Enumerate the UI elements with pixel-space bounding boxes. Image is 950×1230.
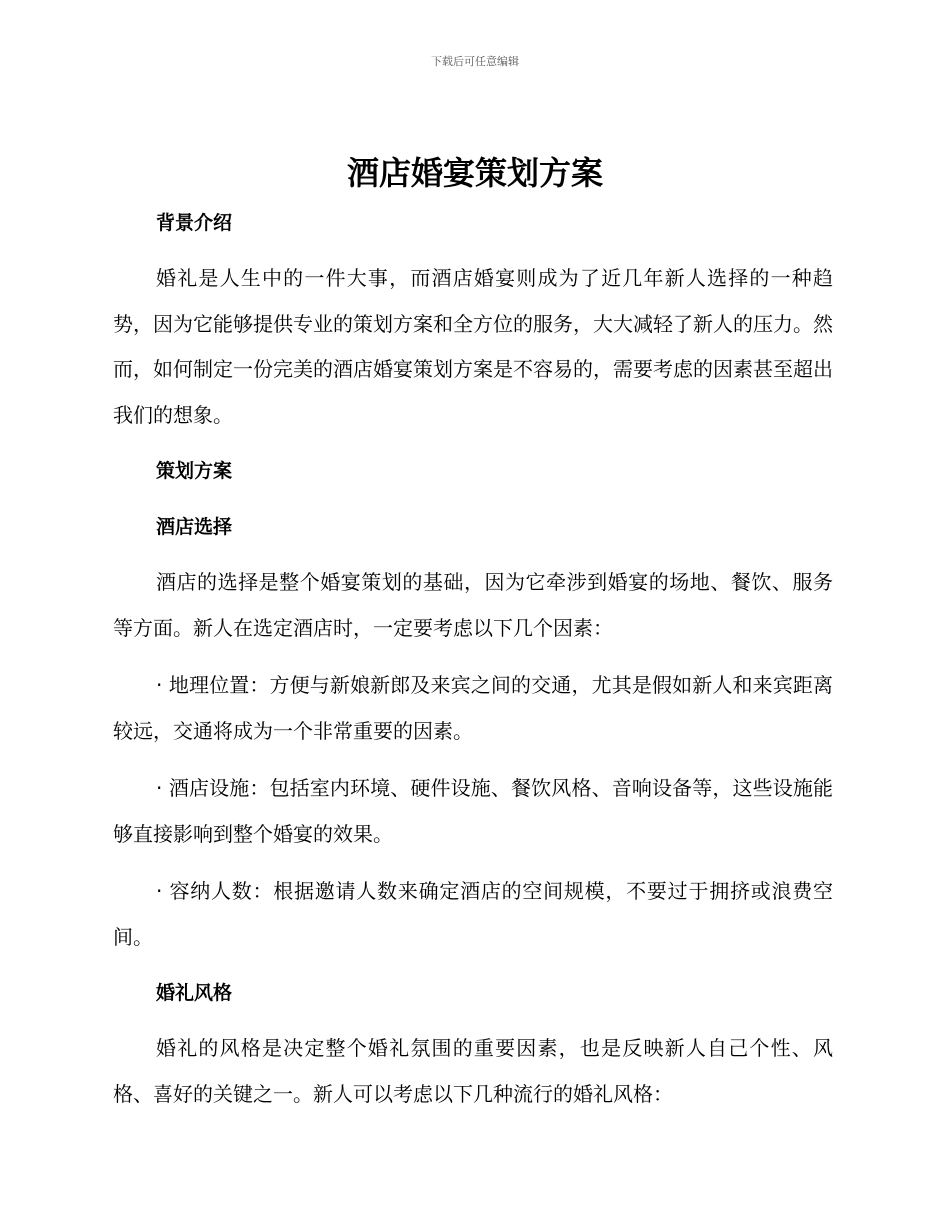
bullet-capacity: · 容纳人数：根据邀请人数来确定酒店的空间规模，不要过于拥挤或浪费空间。 (113, 879, 833, 949)
page-header-note: 下载后可任意编辑 (431, 55, 519, 68)
paragraph-style: 婚礼的风格是决定整个婚礼氛围的重要因素，也是反映新人自己个性、风格、喜好的关键之一。新人可以考虑以下几种流行的婚礼风格： (113, 1036, 833, 1106)
section-heading-background: 背景介绍 (156, 212, 233, 234)
section-heading-hotel: 酒店选择 (156, 516, 233, 538)
section-heading-style: 婚礼风格 (156, 982, 233, 1004)
paragraph-background: 婚礼是人生中的一件大事，而酒店婚宴则成为了近几年新人选择的一种趋势，因为它能够提供专业的策划方案和全方位的服务，大大减轻了新人的压力。然而，如何制定一份完美的酒店婚宴策划方案是不容易的，需要考虑的因素甚至超出我们的想象。 (113, 266, 833, 427)
document-body (113, 200, 833, 1117)
paragraph-hotel: 酒店的选择是整个婚宴策划的基础，因为它牵涉到婚宴的场地、餐饮、服务等方面。新人在选定酒店时，一定要考虑以下几个因素： (113, 570, 833, 640)
document-title: 酒店婚宴策划方案 (346, 154, 603, 192)
bullet-location: · 地理位置：方便与新娘新郎及来宾之间的交通，尤其是假如新人和来宾距离较远，交通将成为一个非常重要的因素。 (113, 673, 833, 743)
bullet-facilities: · 酒店设施：包括室内环境、硬件设施、餐饮风格、音响设备等，这些设施能够直接影响到整个婚宴的效果。 (113, 776, 833, 846)
section-heading-plan: 策划方案 (156, 460, 233, 482)
